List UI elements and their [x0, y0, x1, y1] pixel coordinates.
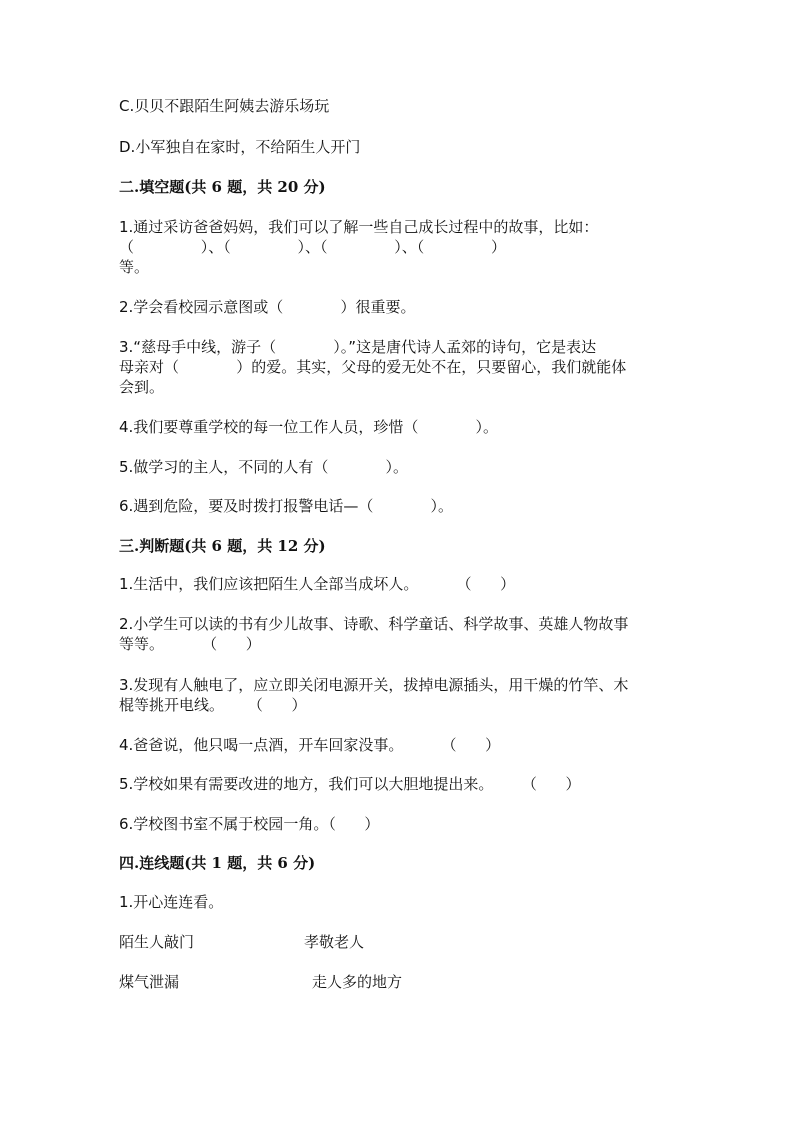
match-right-item-1: 孝敬老人 — [304, 933, 365, 951]
fill-q5: 5.做学习的主人，不同的人有（ ）。 — [119, 458, 409, 476]
section-judge-title: 三.判断题(共 6 题，共 12 分) — [119, 537, 326, 555]
match-left-item-2: 煤气泄漏 — [119, 973, 180, 991]
fill-q1-line1: 1.通过采访爸爸妈妈，我们可以了解一些自己成长过程中的故事，比如： — [119, 218, 599, 236]
judge-q4: 4.爸爸说，他只喝一点酒，开车回家没事。 （ ） — [119, 736, 501, 754]
fill-q1-line2: （ ）、（ ）、（ ）、（ ） — [119, 238, 507, 256]
match-right-item-2: 走人多的地方 — [312, 973, 403, 991]
option-d: D.小军独自在家时，不给陌生人开门 — [119, 138, 361, 156]
fill-q1-line3: 等。 — [119, 258, 150, 276]
judge-q3-line2: 棍等挑开电线。 （ ） — [119, 696, 307, 714]
judge-q6: 6.学校图书室不属于校园一角。（ ） — [119, 815, 380, 833]
fill-q6: 6.遇到危险，要及时拨打报警电话—（ ）。 — [119, 497, 454, 515]
section-match-title: 四.连线题(共 1 题，共 6 分) — [119, 854, 316, 872]
fill-q4: 4.我们要尊重学校的每一位工作人员，珍惜（ ）。 — [119, 418, 499, 436]
judge-q1: 1.生活中，我们应该把陌生人全部当成坏人。 （ ） — [119, 575, 516, 593]
section-fill-title: 二.填空题(共 6 题，共 20 分) — [119, 178, 326, 196]
fill-q3-line1: 3.“慈母手中线，游子（ ）。”这是唐代诗人孟郊的诗句，它是表达 — [119, 338, 597, 356]
option-c: C.贝贝不跟陌生阿姨去游乐场玩 — [119, 97, 330, 115]
judge-q3-line1: 3.发现有人触电了，应立即关闭电源开关，拔掉电源插头，用干燥的竹竿、木 — [119, 676, 629, 694]
fill-q3-line3: 会到。 — [119, 378, 165, 396]
fill-q3-line2: 母亲对（ ）的爱。其实，父母的爱无处不在，只要留心，我们就能体 — [119, 358, 627, 376]
match-left-item-1: 陌生人敲门 — [119, 933, 195, 951]
judge-q2-line1: 2.小学生可以读的书有少儿故事、诗歌、科学童话、科学故事、英雄人物故事 — [119, 615, 629, 633]
judge-q2-line2: 等等。 （ ） — [119, 635, 261, 653]
match-q1: 1.开心连连看。 — [119, 893, 224, 911]
fill-q2: 2.学会看校园示意图或（ ）很重要。 — [119, 298, 416, 316]
judge-q5: 5.学校如果有需要改进的地方，我们可以大胆地提出来。 （ ） — [119, 775, 581, 793]
